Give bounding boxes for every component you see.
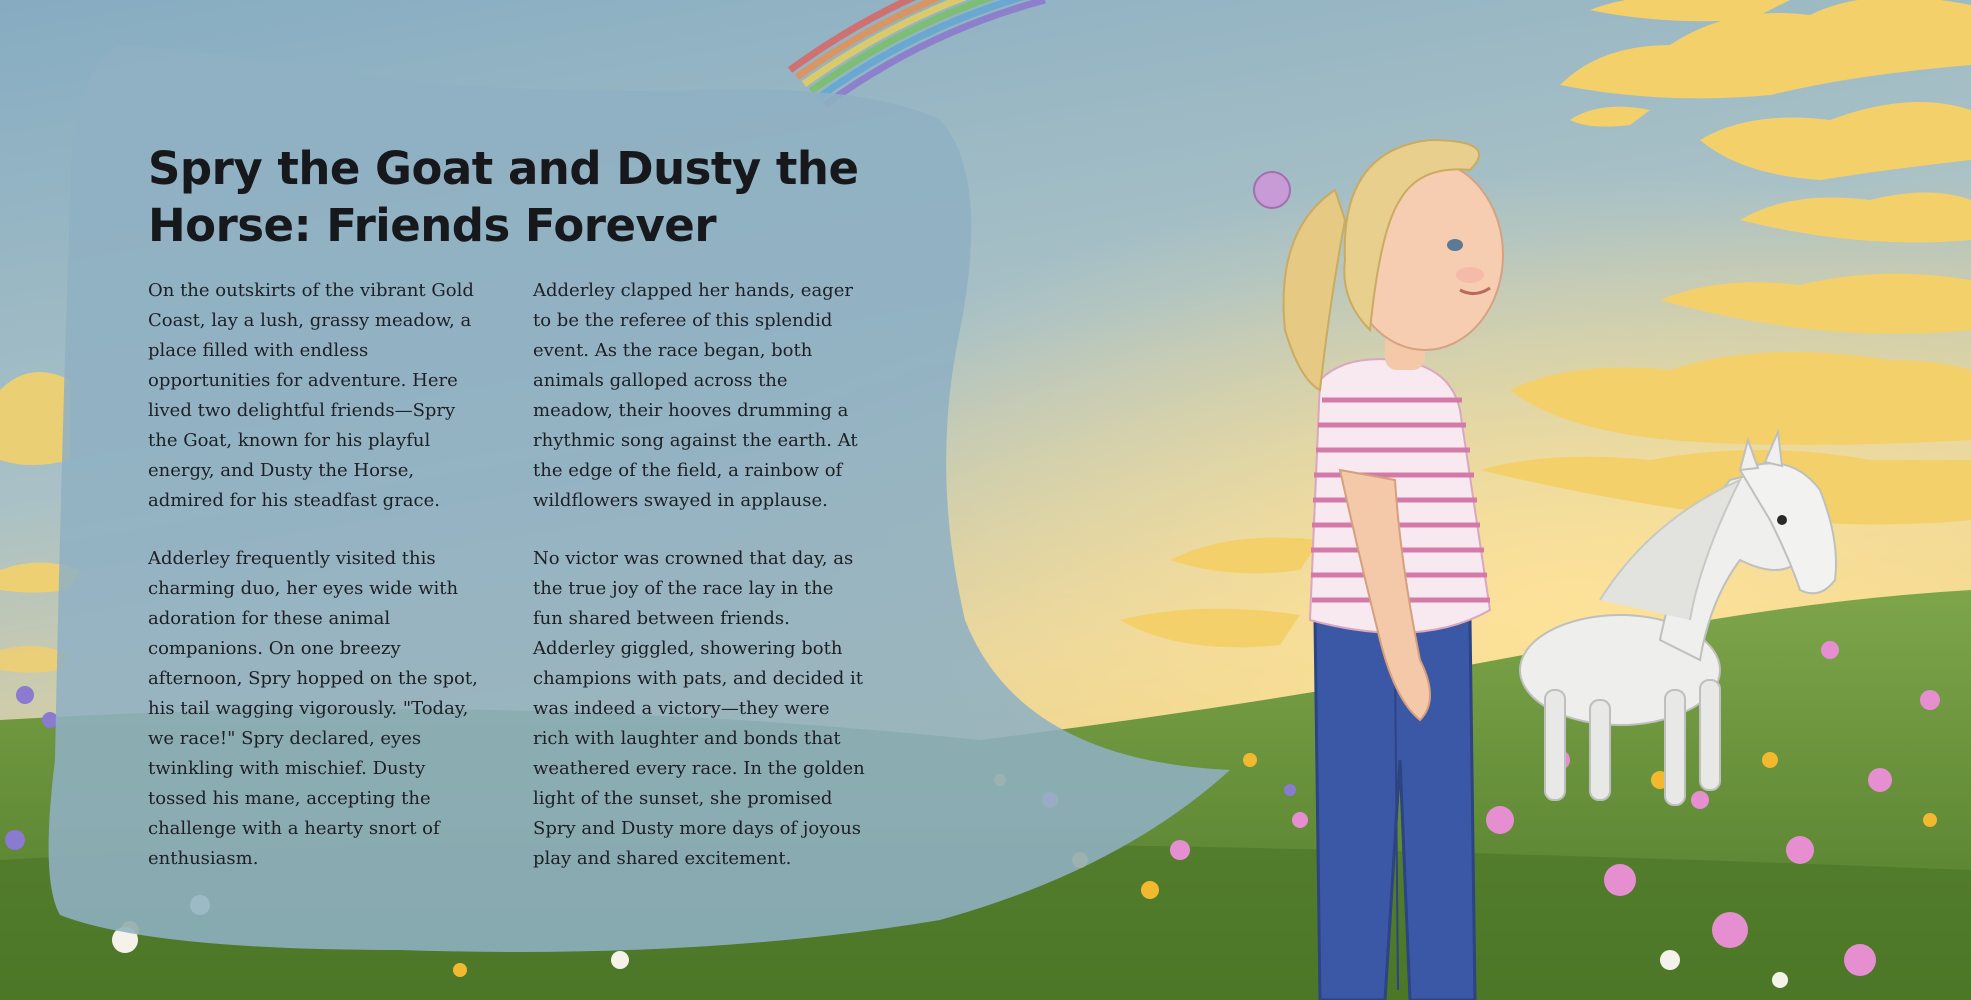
story-paragraph: On the outskirts of the vibrant Gold Coast, lay a lush, grassy meadow, a place filled with endless opportunities for adventure. Here lived two delightful friends—Spry the Goat, known for his playful energy, and Dusty the Horse, admired for his steadfast grace. [148, 280, 474, 511]
story-title: Spry the Goat and Dusty the Horse: Friends Forever [148, 142, 859, 252]
story-paragraph: Adderley frequently visited this charming duo, her eyes wide with adoration for these animal companions. On one breezy afternoon, Spry hopped on the spot, his tail wagging vigorously. "Today, we race!" Spry declared, eyes twinkling with mischief. Dusty tossed his mane, accepting the challenge with a hearty snort of enthusiasm. [148, 548, 478, 869]
story-paragraph: Adderley clapped her hands, eager to be the referee of this splendid event. As the race began, both animals galloped across the meadow, their hooves drumming a rhythmic song against the earth. At the edge of the field, a rainbow of wildflowers swayed in applause. [533, 280, 858, 511]
story-paragraph: No victor was crowned that day, as the true joy of the race lay in the fun shared between friends. Adderley giggled, showering both champions with pats, and decided it was indeed a victory—they were rich with laughter and bonds that weathered every race. In the golden light of the sunset, she promised Spry and Dusty more days of joyous play and shared excitement. [533, 548, 865, 869]
